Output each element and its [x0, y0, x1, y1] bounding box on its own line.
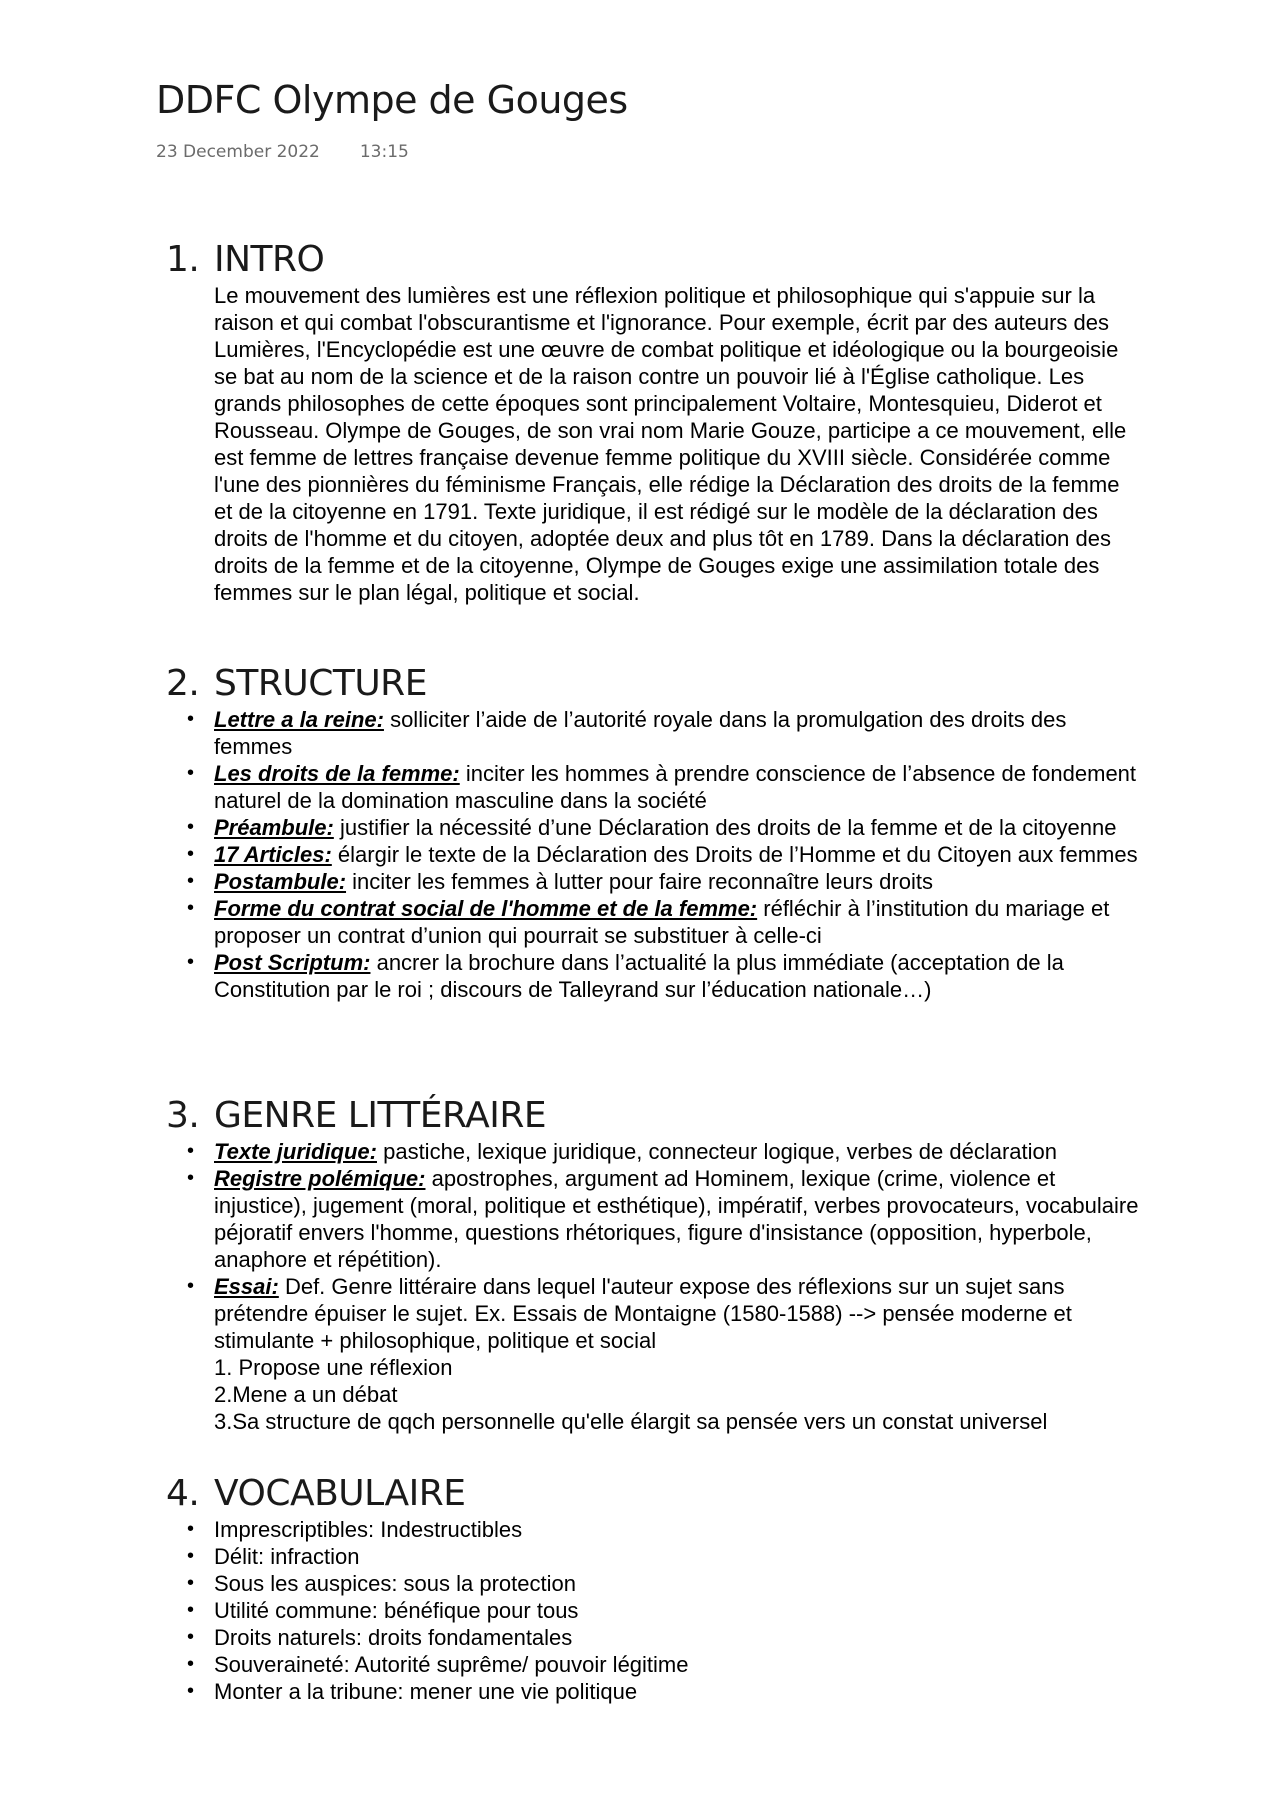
section-number: 2. — [166, 663, 200, 704]
list-item: • Délit: infraction — [214, 1543, 1139, 1570]
item-text: ancrer la brochure dans l’actualité la plus immédiate (acceptation de la Constitution par le roi ; discours de Talleyrand sur l’éducation nationale…) — [214, 950, 1064, 1002]
item-text: inciter les hommes à prendre conscience de l’absence de fondement naturel de la domination masculine dans la société — [214, 761, 1137, 813]
item-label: Post Scriptum: — [214, 950, 371, 975]
list-item — [214, 760, 1139, 814]
list-item — [214, 895, 1139, 949]
item-label: Préambule: — [214, 815, 334, 840]
list-item: • Sous les auspices: sous la protection — [214, 1570, 1139, 1597]
list-item: • Souveraineté: Autorité suprême/ pouvoir légitime — [214, 1651, 1139, 1678]
section-intro — [166, 238, 1146, 606]
list-item: • Monter a la tribune: mener une vie politique — [214, 1678, 1139, 1705]
item-label: Forme du contrat social de l'homme et de la femme: — [214, 896, 758, 921]
item-label: 17 Articles: — [214, 842, 332, 867]
note-time: 13:15 — [359, 142, 409, 162]
list-item — [214, 868, 1139, 895]
item-label: Lettre a la reine: — [214, 707, 384, 732]
list-item — [214, 814, 1139, 841]
item-text: Def. Genre littéraire dans lequel l'auteur expose des réflexions sur un sujet sans prétendre épuiser le sujet. Ex. Essais de Montaigne (1580-1588) --> pensée moderne et stimulante + philosophique, politique et social — [214, 1274, 1072, 1353]
section-structure — [166, 662, 1146, 1003]
section-title: INTRO — [214, 239, 325, 280]
section-number: 4. — [166, 1473, 200, 1514]
essai-sub-item: 3.Sa structure de qqch personnelle qu'elle élargit sa pensée vers un constat universel — [214, 1409, 1048, 1434]
intro-paragraph: Le mouvement des lumières est une réflexion politique et philosophique qui s'appuie sur la raison et qui combat l'obscurantisme et l'ignorance. Pour exemple, écrit par des auteurs des Lumières, l'Encyclopédie est une œuvre de combat politique et idéologique ou la bourgeoisie se bat au nom de la science et de la raison contre un pouvoir lié à l'Église catholique. Les grands philosophes de cette époques sont principalement Voltaire, Montesquieu, Diderot et Rousseau. Olympe de Gouges, de son vrai nom Marie Gouze, participe a ce mouvement, elle est femme de lettres française devenue femme politique du XVIII siècle. Considérée comme l'une des pionnières du féminisme Français, elle rédige la Déclaration des droits de la femme et de la citoyenne en 1791. Texte juridique, il est rédigé sur le modèle de la déclaration des droits de l'homme et du citoyen, adoptée deux and plus tôt en 1789. Dans la déclaration des droits de la femme et de la citoyenne, Olympe de Gouges exige une assimilation totale des femmes sur le plan légal, politique et social. — [214, 283, 1127, 605]
item-label: Essai: — [214, 1274, 279, 1299]
list-item — [214, 1273, 1139, 1435]
section-title: GENRE LITTÉRAIRE — [214, 1095, 547, 1136]
item-text: apostrophes, argument ad Hominem, lexique (crime, violence et injustice), jugement (moral, politique et esthétique), impératif, verbes provocateurs, vocabulaire péjoratif envers l'homme, questions rhétoriques, figure d'insistance (opposition, hyperbole, anaphore et répétition). — [214, 1166, 1139, 1272]
item-label: Les droits de la femme: — [214, 761, 460, 786]
item-label: Texte juridique: — [214, 1139, 377, 1164]
item-text: justifier la nécessité d’une Déclaration des droits de la femme et de la citoyenne — [333, 815, 1117, 840]
item-text: inciter les femmes à lutter pour faire reconnaître leurs droits — [346, 869, 933, 894]
item-label: Registre polémique: — [214, 1166, 426, 1191]
list-item: • Utilité commune: bénéfique pour tous — [214, 1597, 1139, 1624]
list-item: • Droits naturels: droits fondamentales — [214, 1624, 1139, 1651]
essai-sub-item: 1. Propose une réflexion — [214, 1355, 453, 1380]
section-title: VOCABULAIRE — [214, 1473, 466, 1514]
item-text: élargir le texte de la Déclaration des Droits de l’Homme et du Citoyen aux femmes — [331, 842, 1138, 867]
section-heading — [166, 1094, 1146, 1138]
section-number: 1. — [166, 239, 200, 280]
section-vocabulaire — [166, 1472, 1146, 1705]
item-text: pastiche, lexique juridique, connecteur logique, verbes de déclaration — [376, 1139, 1057, 1164]
structure-list — [166, 706, 1146, 1003]
list-item — [214, 706, 1139, 760]
list-item: • Imprescriptibles: Indestructibles — [214, 1516, 1139, 1543]
list-item — [214, 841, 1139, 868]
list-item — [214, 1138, 1139, 1165]
item-label: Postambule: — [214, 869, 347, 894]
section-heading — [166, 662, 1146, 706]
genre-list — [166, 1138, 1146, 1435]
page-title: DDFC Olympe de Gouges — [156, 78, 628, 122]
note-timestamp — [156, 142, 409, 162]
section-heading — [166, 1472, 1146, 1516]
list-item — [214, 1165, 1139, 1273]
item-text: réfléchir à l’institution du mariage et proposer un contrat d’union qui pourrait se substituer à celle-ci — [214, 896, 1110, 948]
item-text: solliciter l’aide de l’autorité royale dans la promulgation des droits des femmes — [214, 707, 1067, 759]
section-title: STRUCTURE — [214, 663, 427, 704]
section-heading — [166, 238, 1146, 282]
vocab-list — [166, 1516, 1146, 1705]
section-number: 3. — [166, 1095, 200, 1136]
note-date: 23 December 2022 — [156, 142, 320, 162]
list-item — [214, 949, 1139, 1003]
essai-sub-item: 2.Mene a un débat — [214, 1382, 398, 1407]
section-genre — [166, 1094, 1146, 1435]
